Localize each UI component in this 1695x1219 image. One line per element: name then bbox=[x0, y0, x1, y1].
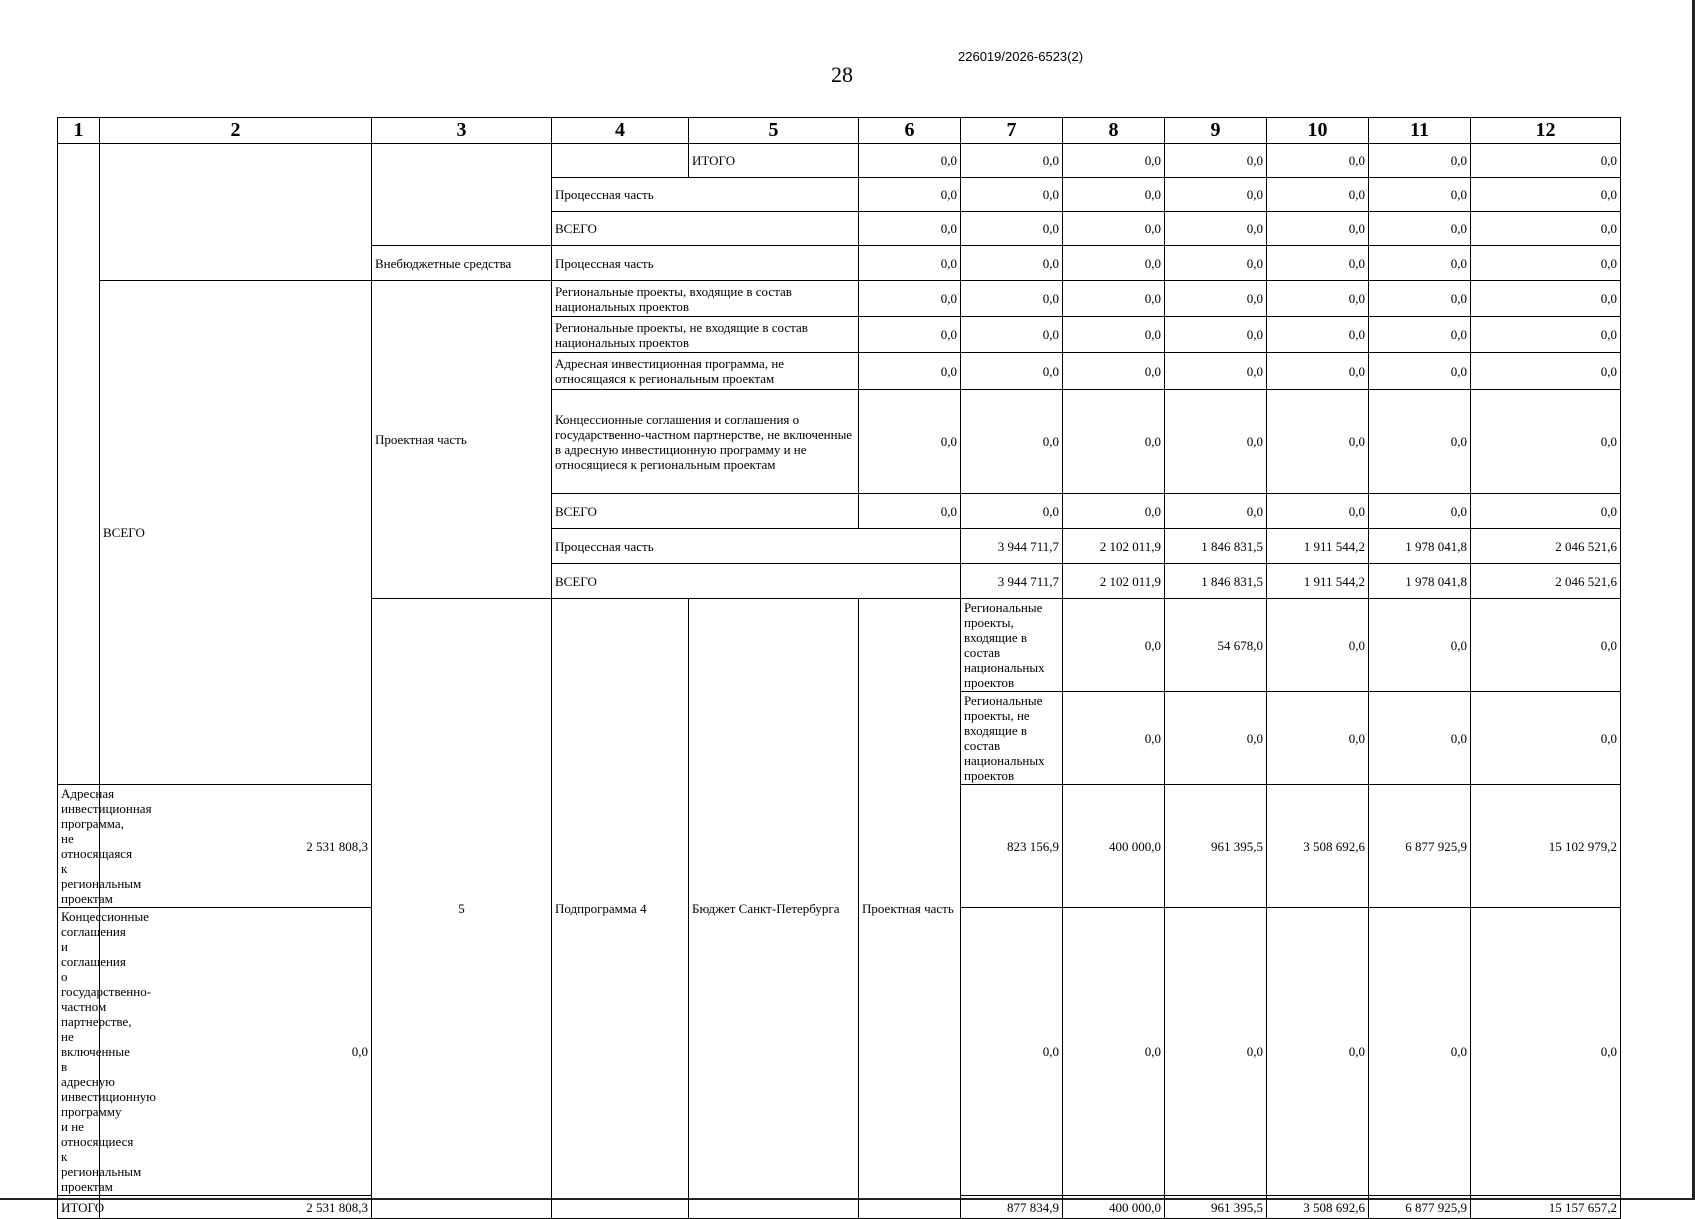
value-cell-col-12: 0,0 bbox=[1471, 494, 1621, 529]
value-cell-col-7: 0,0 bbox=[961, 353, 1063, 390]
part-cell-blank bbox=[552, 144, 689, 178]
value-cell-col-7: 0,0 bbox=[961, 390, 1063, 494]
value-cell-col-6: 0,0 bbox=[1063, 692, 1165, 785]
row-label-reg-not-national: Региональные проекты, не входящие в состав национальных проектов bbox=[961, 692, 1063, 785]
budget-table bbox=[57, 117, 1621, 1219]
value-cell-col-10: 0,0 bbox=[1471, 692, 1621, 785]
value-cell-col-9: 0,0 bbox=[1165, 212, 1267, 246]
table-row bbox=[58, 144, 1621, 178]
value-cell-col-11: 0,0 bbox=[1369, 178, 1471, 212]
value-cell-col-9: 0,0 bbox=[1165, 908, 1267, 1196]
value-cell-col-10: 0,0 bbox=[1267, 178, 1369, 212]
value-cell-col-9: 961 395,5 bbox=[1165, 785, 1267, 908]
value-cell-col-6: 0,0 bbox=[859, 317, 961, 353]
value-cell-col-6: 0,0 bbox=[859, 390, 961, 494]
table-row bbox=[58, 281, 1621, 317]
value-cell-col-6: 0,0 bbox=[859, 246, 961, 281]
value-cell-col-8: 0,0 bbox=[1063, 246, 1165, 281]
value-cell-col-6: 3 944 711,7 bbox=[961, 529, 1063, 564]
value-cell-col-10: 0,0 bbox=[1471, 599, 1621, 692]
value-cell-col-10: 0,0 bbox=[1267, 494, 1369, 529]
value-cell-col-6: 3 944 711,7 bbox=[961, 564, 1063, 599]
value-cell-col-9: 0,0 bbox=[1165, 494, 1267, 529]
row-label-itogo: ИТОГО bbox=[689, 144, 859, 178]
value-cell-col-6: 0,0 bbox=[859, 212, 961, 246]
value-cell-col-11: 0,0 bbox=[1369, 144, 1471, 178]
row-label-itogo: ИТОГО bbox=[58, 1196, 100, 1219]
value-cell-col-11: 0,0 bbox=[1369, 212, 1471, 246]
value-cell-col-10: 0,0 bbox=[1267, 246, 1369, 281]
value-cell-col-12: 15 102 979,2 bbox=[1471, 785, 1621, 908]
value-cell-col-8: 0,0 bbox=[1063, 212, 1165, 246]
column-header-12: 12 bbox=[1471, 118, 1621, 144]
value-cell-col-8: 0,0 bbox=[1063, 390, 1165, 494]
row-label-vsego: ВСЕГО bbox=[552, 564, 961, 599]
row-label-aip: Адресная инвестиционная программа, не относящаяся к региональным проектам bbox=[552, 353, 859, 390]
value-cell-col-8: 0,0 bbox=[1063, 494, 1165, 529]
value-cell-col-7: 0,0 bbox=[961, 317, 1063, 353]
value-cell-col-7: 2 102 011,9 bbox=[1063, 564, 1165, 599]
row-label-concession: Концессионные соглашения и соглашения о государственно-частном партнерстве, не включенные в адресную инвестиционную программу и не относящиеся к региональным проектам bbox=[58, 908, 100, 1196]
row-label-vsego: ВСЕГО bbox=[552, 494, 859, 529]
column-header-7: 7 bbox=[961, 118, 1063, 144]
value-cell-col-7: 0,0 bbox=[961, 246, 1063, 281]
value-cell-col-11: 0,0 bbox=[1369, 246, 1471, 281]
column-header-6: 6 bbox=[859, 118, 961, 144]
page-number: 28 bbox=[831, 62, 853, 87]
column-header-2: 2 bbox=[100, 118, 372, 144]
value-cell-col-11: 2 046 521,6 bbox=[1471, 529, 1621, 564]
row-label-aip: Адресная инвестиционная программа, не относящаяся к региональным проектам bbox=[58, 785, 100, 908]
value-cell-col-9: 0,0 bbox=[1165, 353, 1267, 390]
value-cell-col-11: 2 046 521,6 bbox=[1471, 564, 1621, 599]
row-label-vsego: ВСЕГО bbox=[552, 212, 859, 246]
value-cell-col-8: 0,0 bbox=[1063, 144, 1165, 178]
value-cell-col-12: 15 157 657,2 bbox=[1471, 1196, 1621, 1219]
row-label-concession: Концессионные соглашения и соглашения о государственно-частном партнерстве, не включенные в адресную инвестиционную программу и не относящиеся к региональным проектам bbox=[552, 390, 859, 494]
value-cell-col-7: 0,0 bbox=[961, 144, 1063, 178]
column-header-11: 11 bbox=[1369, 118, 1471, 144]
value-cell-col-9: 0,0 bbox=[1165, 390, 1267, 494]
value-cell-col-8: 0,0 bbox=[1063, 353, 1165, 390]
value-cell-col-6: 0,0 bbox=[859, 144, 961, 178]
document-id: 226019/2026-6523(2) bbox=[958, 49, 1084, 64]
value-cell-col-12: 0,0 bbox=[1471, 144, 1621, 178]
source-cell-blank bbox=[372, 144, 552, 246]
value-cell-col-6: 0,0 bbox=[859, 353, 961, 390]
value-cell-col-10: 0,0 bbox=[1267, 144, 1369, 178]
value-cell-col-11: 0,0 bbox=[1369, 908, 1471, 1196]
part-label-project: Проектная часть bbox=[859, 599, 961, 1219]
value-cell-col-8: 1 846 831,5 bbox=[1165, 529, 1267, 564]
table-row bbox=[58, 118, 1621, 144]
value-cell-col-10: 0,0 bbox=[1267, 212, 1369, 246]
column-header-10: 10 bbox=[1267, 118, 1369, 144]
value-cell-col-11: 0,0 bbox=[1369, 353, 1471, 390]
row-number-cell-blank bbox=[58, 144, 100, 785]
value-cell-col-7: 0,0 bbox=[961, 908, 1063, 1196]
value-cell-col-11: 6 877 925,9 bbox=[1369, 785, 1471, 908]
value-cell-col-8: 400 000,0 bbox=[1063, 1196, 1165, 1219]
row-label-reg-national: Региональные проекты, входящие в состав национальных проектов bbox=[961, 599, 1063, 692]
value-cell-col-9: 0,0 bbox=[1165, 144, 1267, 178]
value-cell-col-8: 0,0 bbox=[1063, 281, 1165, 317]
value-cell-col-11: 0,0 bbox=[1369, 390, 1471, 494]
column-header-9: 9 bbox=[1165, 118, 1267, 144]
value-cell-col-12: 0,0 bbox=[1471, 212, 1621, 246]
value-cell-col-8: 0,0 bbox=[1267, 692, 1369, 785]
value-cell-col-7: 0,0 bbox=[1165, 692, 1267, 785]
source-label-budget-spb: Бюджет Санкт-Петербурга bbox=[689, 599, 859, 1219]
name-label-vsego: ВСЕГО bbox=[100, 281, 372, 785]
value-cell-col-11: 6 877 925,9 bbox=[1369, 1196, 1471, 1219]
value-cell-col-9: 0,0 bbox=[1165, 246, 1267, 281]
column-header-1: 1 bbox=[58, 118, 100, 144]
value-cell-col-6: 0,0 bbox=[859, 494, 961, 529]
column-header-4: 4 bbox=[552, 118, 689, 144]
value-cell-col-9: 961 395,5 bbox=[1165, 1196, 1267, 1219]
name-cell-blank bbox=[100, 144, 372, 281]
row-label-process: Процессная часть bbox=[552, 529, 961, 564]
source-label-offbudget: Внебюджетные средства bbox=[372, 246, 552, 281]
value-cell-col-10: 1 978 041,8 bbox=[1369, 529, 1471, 564]
value-cell-col-7: 877 834,9 bbox=[961, 1196, 1063, 1219]
value-cell-col-7: 0,0 bbox=[961, 178, 1063, 212]
value-cell-col-12: 0,0 bbox=[1471, 281, 1621, 317]
subprogram-name: Подпрограмма 4 bbox=[552, 599, 689, 1219]
value-cell-col-7: 2 102 011,9 bbox=[1063, 529, 1165, 564]
value-cell-col-9: 1 911 544,2 bbox=[1267, 529, 1369, 564]
value-cell-col-9: 0,0 bbox=[1369, 599, 1471, 692]
row-label-reg-not-national: Региональные проекты, не входящие в состав национальных проектов bbox=[552, 317, 859, 353]
value-cell-col-9: 0,0 bbox=[1165, 178, 1267, 212]
value-cell-col-8: 400 000,0 bbox=[1063, 785, 1165, 908]
value-cell-col-6: 0,0 bbox=[1063, 599, 1165, 692]
value-cell-col-10: 0,0 bbox=[1267, 317, 1369, 353]
value-cell-col-7: 0,0 bbox=[961, 281, 1063, 317]
value-cell-col-10: 3 508 692,6 bbox=[1267, 1196, 1369, 1219]
value-cell-col-11: 0,0 bbox=[1369, 281, 1471, 317]
value-cell-col-7: 0,0 bbox=[961, 494, 1063, 529]
value-cell-col-12: 0,0 bbox=[1471, 317, 1621, 353]
value-cell-col-8: 0,0 bbox=[1063, 178, 1165, 212]
value-cell-col-11: 0,0 bbox=[1369, 317, 1471, 353]
row-label-process: Процессная часть bbox=[552, 178, 859, 212]
value-cell-col-9: 0,0 bbox=[1369, 692, 1471, 785]
value-cell-col-6: 2 531 808,3 bbox=[100, 785, 372, 908]
value-cell-col-10: 0,0 bbox=[1267, 390, 1369, 494]
value-cell-col-12: 0,0 bbox=[1471, 178, 1621, 212]
value-cell-col-10: 0,0 bbox=[1267, 353, 1369, 390]
value-cell-col-11: 0,0 bbox=[1369, 494, 1471, 529]
row-label-process: Процессная часть bbox=[552, 246, 859, 281]
column-header-5: 5 bbox=[689, 118, 859, 144]
value-cell-col-12: 0,0 bbox=[1471, 390, 1621, 494]
value-cell-col-10: 1 978 041,8 bbox=[1369, 564, 1471, 599]
column-header-3: 3 bbox=[372, 118, 552, 144]
value-cell-col-6: 0,0 bbox=[100, 908, 372, 1196]
value-cell-col-6: 0,0 bbox=[859, 281, 961, 317]
value-cell-col-10: 0,0 bbox=[1267, 908, 1369, 1196]
value-cell-col-7: 54 678,0 bbox=[1165, 599, 1267, 692]
value-cell-col-8: 0,0 bbox=[1063, 908, 1165, 1196]
value-cell-col-6: 2 531 808,3 bbox=[100, 1196, 372, 1219]
value-cell-col-8: 0,0 bbox=[1267, 599, 1369, 692]
value-cell-col-6: 0,0 bbox=[859, 178, 961, 212]
value-cell-col-8: 1 846 831,5 bbox=[1165, 564, 1267, 599]
value-cell-col-7: 823 156,9 bbox=[961, 785, 1063, 908]
value-cell-col-9: 1 911 544,2 bbox=[1267, 564, 1369, 599]
column-header-8: 8 bbox=[1063, 118, 1165, 144]
source-label-project: Проектная часть bbox=[372, 281, 552, 599]
value-cell-col-12: 0,0 bbox=[1471, 353, 1621, 390]
value-cell-col-9: 0,0 bbox=[1165, 317, 1267, 353]
value-cell-col-12: 0,0 bbox=[1471, 908, 1621, 1196]
value-cell-col-8: 0,0 bbox=[1063, 317, 1165, 353]
value-cell-col-9: 0,0 bbox=[1165, 281, 1267, 317]
row-number-5: 5 bbox=[372, 599, 552, 1219]
value-cell-col-7: 0,0 bbox=[961, 212, 1063, 246]
value-cell-col-12: 0,0 bbox=[1471, 246, 1621, 281]
value-cell-col-10: 0,0 bbox=[1267, 281, 1369, 317]
value-cell-col-10: 3 508 692,6 bbox=[1267, 785, 1369, 908]
row-label-reg-national: Региональные проекты, входящие в состав национальных проектов bbox=[552, 281, 859, 317]
